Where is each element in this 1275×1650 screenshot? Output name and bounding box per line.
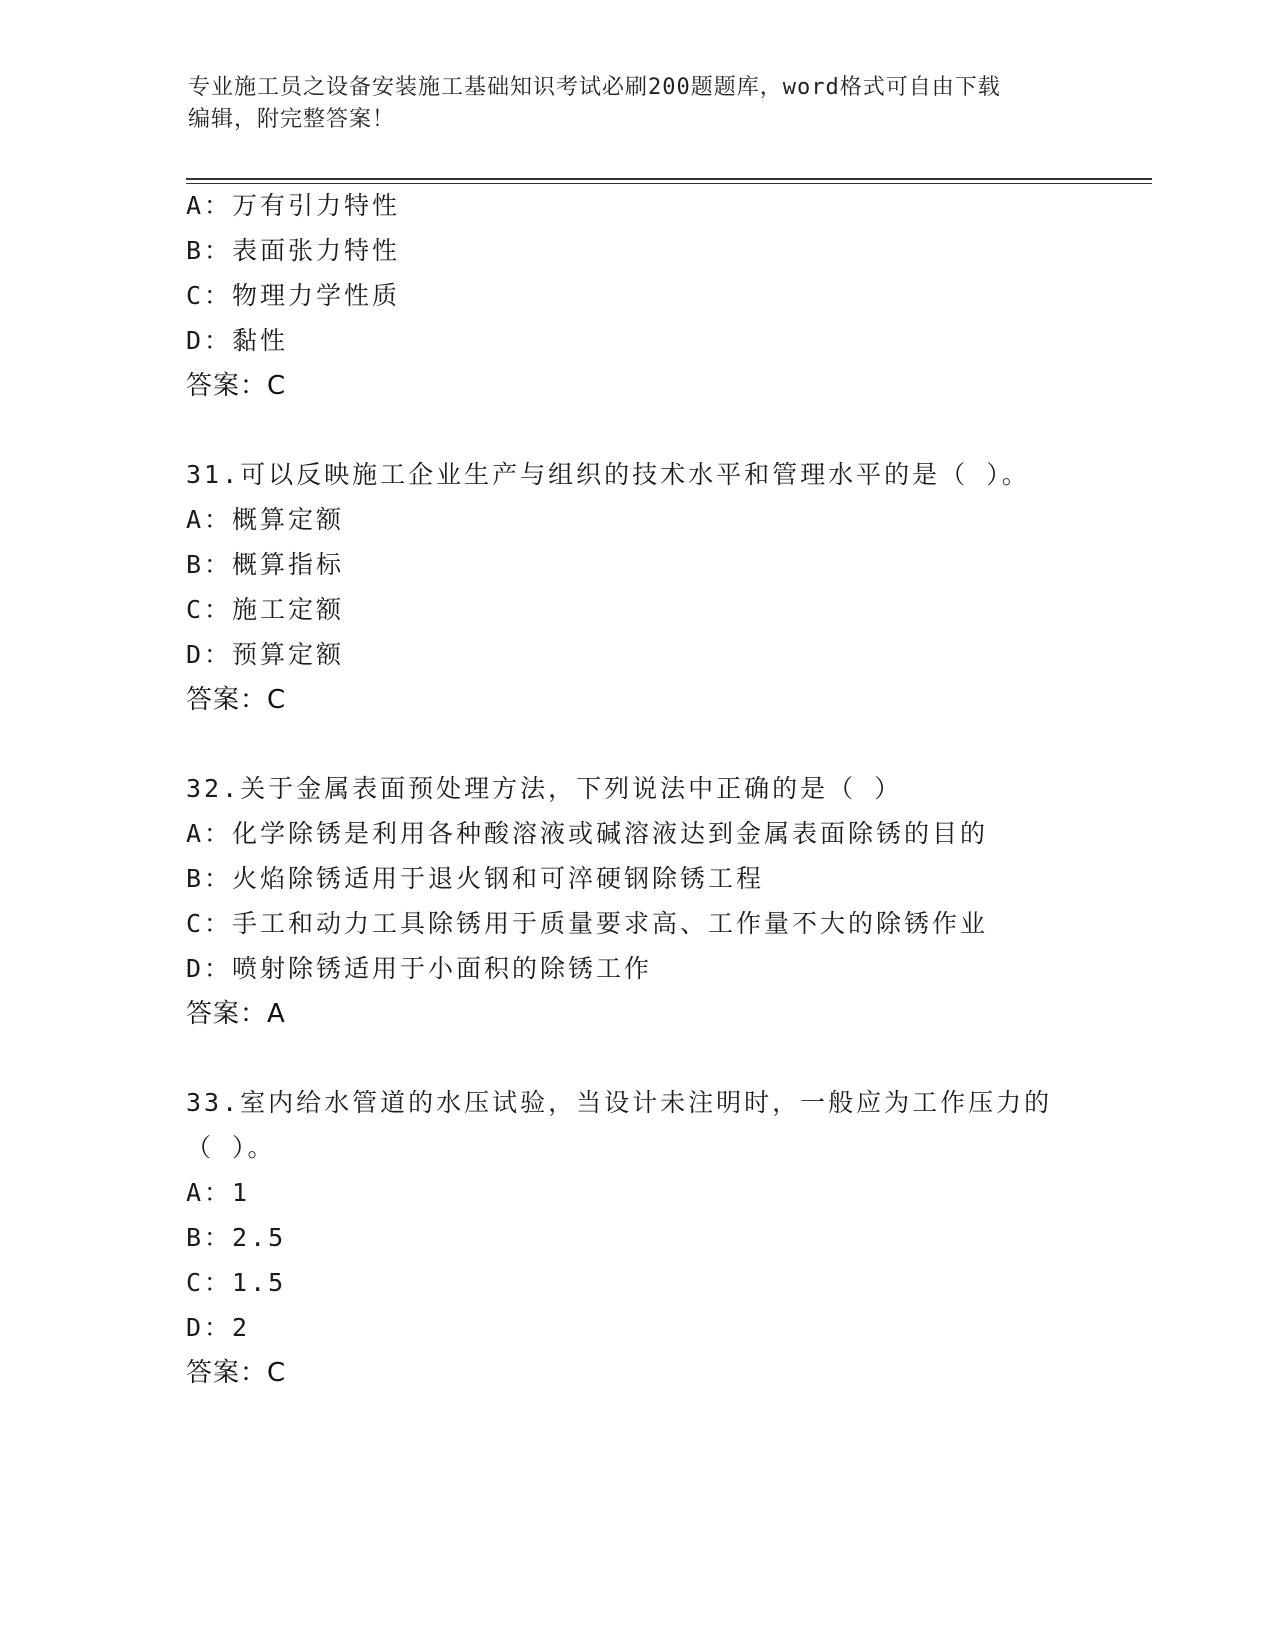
option-b: B：2.5 [186,1223,287,1252]
option-b: B：概算指标 [186,550,345,579]
option-a: A：1 [186,1178,251,1207]
answer-line: 答案：C [186,1358,287,1388]
document-header [188,72,1068,136]
answer-line: 答案：C [186,371,287,401]
answer-line: 答案：C [186,685,287,715]
option-a: A：概算定额 [186,505,345,534]
header-divider-thin [186,183,1152,184]
question-stem: 32.关于金属表面预处理方法，下列说法中正确的是（ ） [186,774,903,803]
header-line-1: 专业施工员之设备安装施工基础知识考试必刷200题题库，word格式可自由下载 [188,75,1001,100]
question-stem-line-1: 33.室内给水管道的水压试验，当设计未注明时，一般应为工作压力的 [186,1088,1053,1117]
option-b: B：表面张力特性 [186,236,401,265]
option-c: C：1.5 [186,1268,287,1297]
option-a: A：万有引力特性 [186,191,401,220]
option-d: D：黏性 [186,326,289,355]
option-c: C：物理力学性质 [186,281,401,310]
option-d: D：2 [186,1313,251,1342]
option-b: B：火焰除锈适用于退火钢和可淬硬钢除锈工程 [186,864,765,893]
question-stem-line-2: （ ）。 [186,1133,276,1162]
answer-line: 答案：A [186,999,286,1029]
header-line-2: 编辑，附完整答案！ [188,107,396,132]
option-c: C：手工和动力工具除锈用于质量要求高、工作量不大的除锈作业 [186,909,989,938]
question-stem: 31.可以反映施工企业生产与组织的技术水平和管理水平的是（ ）。 [186,460,1030,489]
option-a: A：化学除锈是利用各种酸溶液或碱溶液达到金属表面除锈的目的 [186,819,989,848]
header-divider-thick [186,178,1152,180]
option-c: C：施工定额 [186,595,345,624]
option-d: D：预算定额 [186,640,345,669]
option-d: D：喷射除锈适用于小面积的除锈工作 [186,954,653,983]
